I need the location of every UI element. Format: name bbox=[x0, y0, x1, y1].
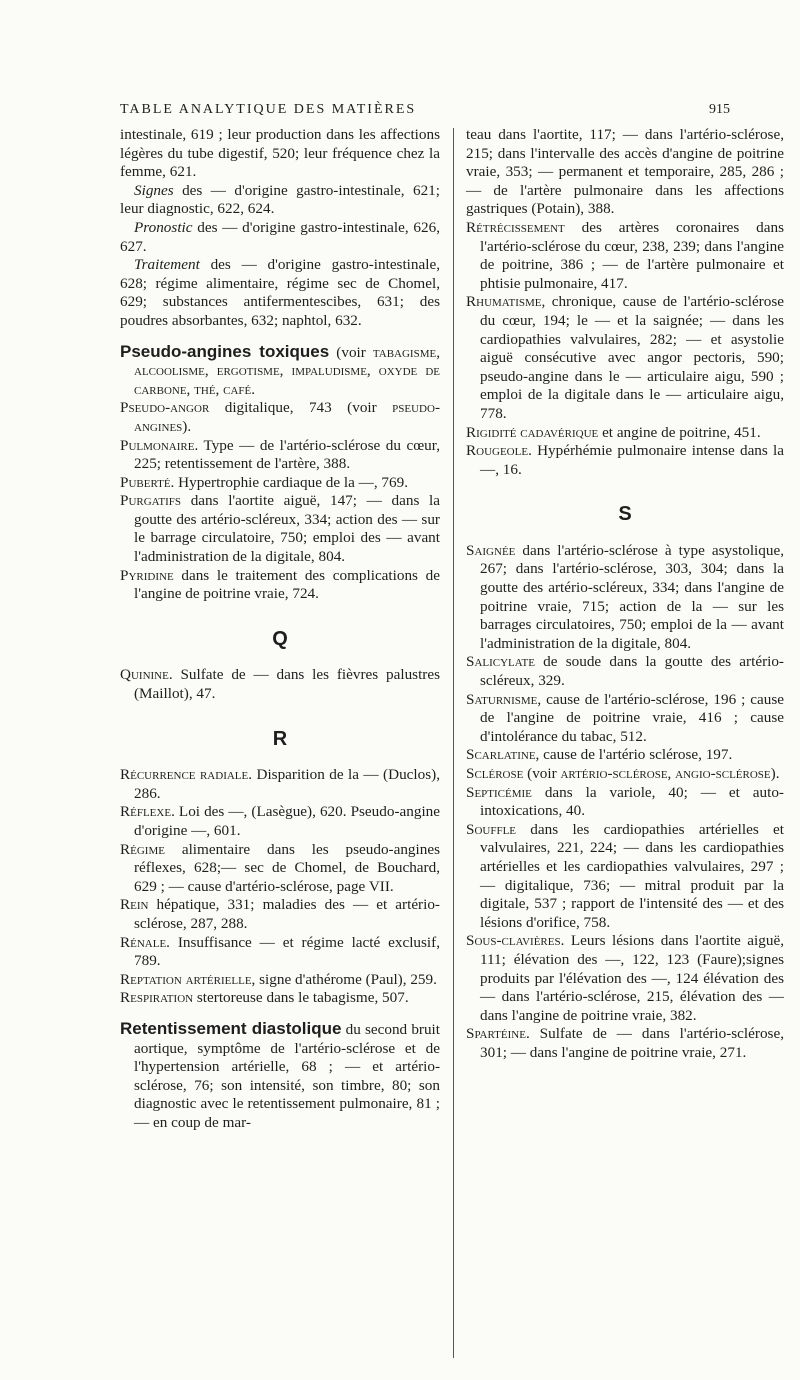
entry-text: signe d'athérome (Paul), 259. bbox=[255, 970, 437, 988]
entry-term: Signes bbox=[134, 181, 174, 199]
index-entry bbox=[466, 219, 784, 293]
entry-text: (voir bbox=[523, 765, 561, 782]
index-entry bbox=[120, 399, 440, 436]
page-number: 915 bbox=[709, 102, 730, 117]
entry-term: Rétrécissement bbox=[466, 218, 565, 236]
entry-term: Saturnisme, bbox=[466, 690, 542, 708]
index-entry bbox=[466, 653, 784, 690]
left-column bbox=[120, 126, 440, 1133]
index-entry bbox=[466, 821, 784, 933]
index-entry bbox=[120, 256, 440, 330]
entry-term: Récurrence radiale. bbox=[120, 766, 253, 784]
entry-text: Disparition de la — (Duclos), 286. bbox=[134, 766, 440, 802]
entry-term: Saignée bbox=[466, 541, 516, 559]
entry-term: Pseudo-angor bbox=[120, 399, 210, 417]
index-entry bbox=[120, 896, 440, 933]
entry-crossref: tabagisme, alcoolisme, ergotisme, impaludisme, oxyde de carbone, thé, café. bbox=[134, 343, 440, 398]
entry-text: dans les cardiopathies artérielles et valvulaires, 221, 224; — dans les cardiopathies artérielles et les cardiopathies valvulaires, 297 ; — digitalique, 736; — mitral produit par la digitale, 537 ; rapport de l'intensité des — et des lésions d'orifice, 758. bbox=[480, 820, 784, 931]
entry-term: Respiration bbox=[120, 989, 194, 1007]
entry-text: Sulfate de — dans l'artério-sclérose, 301; — dans l'angine de poitrine vraie, 271. bbox=[480, 1025, 784, 1061]
entry-term: Purgatifs bbox=[120, 492, 182, 510]
entry-term: Rénale. bbox=[120, 933, 170, 951]
index-entry bbox=[120, 803, 440, 840]
index-entry bbox=[120, 219, 440, 256]
entry-text: hépatique, 331; maladies des — et artério-sclérose, 287, 288. bbox=[134, 896, 440, 932]
index-entry bbox=[120, 437, 440, 474]
entry-term: Pronostic bbox=[134, 218, 193, 236]
entry-term: Reptation artérielle, bbox=[120, 970, 256, 988]
index-entry bbox=[120, 126, 440, 182]
running-head-title: TABLE ANALYTIQUE DES MATIÈRES bbox=[120, 102, 417, 117]
entry-text: digitalique, 743 (voir bbox=[209, 399, 393, 417]
entry-term: Septicémie bbox=[466, 783, 532, 801]
entry-term: Rougeole. bbox=[466, 442, 532, 460]
index-entry bbox=[120, 474, 440, 493]
index-entry bbox=[466, 293, 784, 423]
entry-crossref: artério-sclérose, angio-sclérose bbox=[560, 765, 771, 782]
entry-text: ). bbox=[770, 765, 780, 782]
index-entry bbox=[466, 542, 784, 654]
index-entry bbox=[120, 989, 440, 1008]
entry-text: des — d'origine gastro-intestinale, 621; leur diagnostic, 622, 624. bbox=[120, 181, 440, 218]
index-entry bbox=[466, 746, 784, 765]
index-entry bbox=[120, 766, 440, 803]
section-letter-q: Q bbox=[272, 627, 288, 650]
entry-heading: Pseudo-angines toxiques bbox=[120, 341, 330, 361]
index-entry bbox=[466, 691, 784, 747]
entry-text: alimentaire dans les pseudo-angines réflexes, 628;— sec de Chomel, de Bouchard, 629 ; — cause d'artério-sclérose, page VII. bbox=[134, 840, 440, 895]
entry-term: Sous-clavières. bbox=[466, 932, 565, 950]
entry-term: Rhumatisme, bbox=[466, 293, 546, 311]
index-entry bbox=[120, 971, 440, 990]
entry-text: de soude dans la goutte des artério-scléreux, 329. bbox=[480, 653, 784, 690]
index-entry bbox=[466, 765, 784, 784]
entry-text: chronique, cause de l'artério-sclérose du cœur, 194; le — et la saignée; — dans les cardiopathies valvulaires, 282; — et asystolie aiguë consécutive avec angor pectoris, 590; pseudo-angine dans le — articulaire aigu, 590 ; emploi de la digitale dans le — articulaire aigu, 778. bbox=[480, 293, 784, 422]
entry-term: Quinine. bbox=[120, 666, 173, 684]
index-entry bbox=[120, 934, 440, 971]
entry-term: Spartéine. bbox=[466, 1025, 530, 1043]
entry-term: Pulmonaire. bbox=[120, 436, 199, 454]
entry-term: Régime bbox=[120, 840, 165, 858]
entry-text: cause de l'artério sclérose, 197. bbox=[539, 746, 733, 764]
entry-text: Sulfate de — dans les fièvres palustres (Maillot), 47. bbox=[134, 666, 440, 703]
entry-text: (voir bbox=[329, 343, 373, 361]
index-entry bbox=[466, 424, 784, 443]
entry-text: teau dans l'aortite, 117; — dans l'artério-sclérose, 215; dans l'intervalle des accès d'angine de poitrine vraie, 353; — permanent et temporaire, 285, 286 ;— de l'artère pulmonaire dans les affections gastriques (Potain), 388. bbox=[466, 126, 784, 218]
index-entry bbox=[466, 932, 784, 1025]
entry-term: Traitement bbox=[134, 256, 200, 274]
section-letter-r: R bbox=[272, 727, 288, 750]
index-entry bbox=[120, 343, 440, 400]
entry-text: Leurs lésions dans l'aortite aiguë, 111; élévation des —, 122, 123 (Faure);signes produits par l'élévation des —, 124 élévation des — dans l'artério-sclérose, 215, élévation des — dans l'angine de poitrine vraie, 382. bbox=[480, 932, 784, 1024]
entry-text: des — d'origine gastro-intestinale, 628; régime alimentaire, régime sec de Chomel, 629; substances antifermentescibes, 631; des poudres absorbantes, 632; naphtol, 632. bbox=[120, 256, 440, 329]
entry-text: Loi des —, (Lasègue), 620. Pseudo-angine d'origine —, 601. bbox=[134, 803, 440, 839]
entry-text: Type — de l'artério-sclérose du cœur, 225; retentissement de l'artère, 388. bbox=[134, 436, 440, 473]
entry-text: dans l'artério-sclérose à type asystolique, 267; dans l'artério-sclérose, 303, 304; dans la goutte des artério-scléreux, 334; dans l'angine de poitrine vraie, 715; action de la — sur les barrages circulatoires, 750; emploi de la — avant l'administration de la digitale, 804. bbox=[480, 541, 784, 652]
index-entry bbox=[120, 567, 440, 604]
index-entry bbox=[466, 126, 784, 219]
entry-text: dans l'aortite aiguë, 147; — dans la goutte des artério-scléreux, 334; action des — sur le barrage circulatoire, 750; emploi des — avant l'administration de la digitale, 804. bbox=[134, 492, 440, 566]
entry-text: Hypertrophie cardiaque de la —, 769. bbox=[174, 473, 408, 491]
entry-crossref: pseudo-angines bbox=[134, 399, 440, 435]
entry-text: ). bbox=[182, 417, 192, 435]
index-entry bbox=[120, 182, 440, 219]
entry-text: Hypérhémie pulmonaire intense dans la —, 16. bbox=[480, 442, 784, 478]
entry-term: Souffle bbox=[466, 820, 517, 838]
entry-text: stertoreuse dans le tabagisme, 507. bbox=[193, 989, 409, 1007]
index-entry bbox=[120, 1020, 440, 1133]
entry-term: Pyridine bbox=[120, 566, 174, 584]
entry-text: des — d'origine gastro-intestinale, 626, 627. bbox=[120, 218, 440, 255]
entry-term: Rigidité cadavérique bbox=[466, 423, 599, 441]
entry-text: du second bruit aortique, symptôme de l'artério-sclérose et de l'hypertension artérielle, 68 ; — et artério-sclérose, 76; son intensité, son timbre, 80; son diagnostic avec le retentissement pulmonaire, 81 ; — en coup de mar- bbox=[134, 1020, 440, 1131]
entry-term: Scarlatine, bbox=[466, 746, 540, 764]
index-entry bbox=[466, 1025, 784, 1062]
entry-text: Insuffisance — et régime lacté exclusif, 789. bbox=[134, 933, 440, 970]
entry-text: intestinale, 619 ; leur production dans les affections légères du tube digestif, 520; leur fréquence chez la femme, 621. bbox=[120, 126, 440, 181]
index-entry bbox=[466, 442, 784, 479]
entry-text: cause de l'artério-sclérose, 196 ; cause de l'angine de poitrine vraie, 416 ; cause d'intolérance du tabac, 512. bbox=[480, 690, 784, 745]
entry-term: Réflexe. bbox=[120, 803, 175, 821]
index-entry bbox=[120, 841, 440, 897]
entry-term: Rein bbox=[120, 896, 149, 914]
entry-term: Sclérose bbox=[466, 765, 524, 782]
entry-text: des artères coronaires dans l'artério-sclérose du cœur, 238, 239; dans l'angine de poitrine, 386 ; — de l'artère pulmonaire et phtisie pulmonaire, 417. bbox=[480, 218, 784, 292]
entry-text: et angine de poitrine, 451. bbox=[598, 423, 761, 441]
index-entry bbox=[120, 666, 440, 703]
section-letter-s: S bbox=[618, 503, 632, 526]
running-head bbox=[120, 102, 730, 118]
entry-term: Puberté. bbox=[120, 473, 175, 491]
entry-term: Salicylate bbox=[466, 653, 535, 671]
column-divider bbox=[453, 128, 454, 1358]
entry-text: dans le traitement des complications de l'angine de poitrine vraie, 724. bbox=[134, 566, 440, 603]
entry-heading: Retentissement diastolique bbox=[120, 1018, 342, 1038]
entry-text: dans la variole, 40; — et auto-intoxications, 40. bbox=[480, 783, 784, 820]
index-entry bbox=[120, 492, 440, 566]
index-entry bbox=[466, 784, 784, 821]
right-column bbox=[466, 126, 784, 1063]
